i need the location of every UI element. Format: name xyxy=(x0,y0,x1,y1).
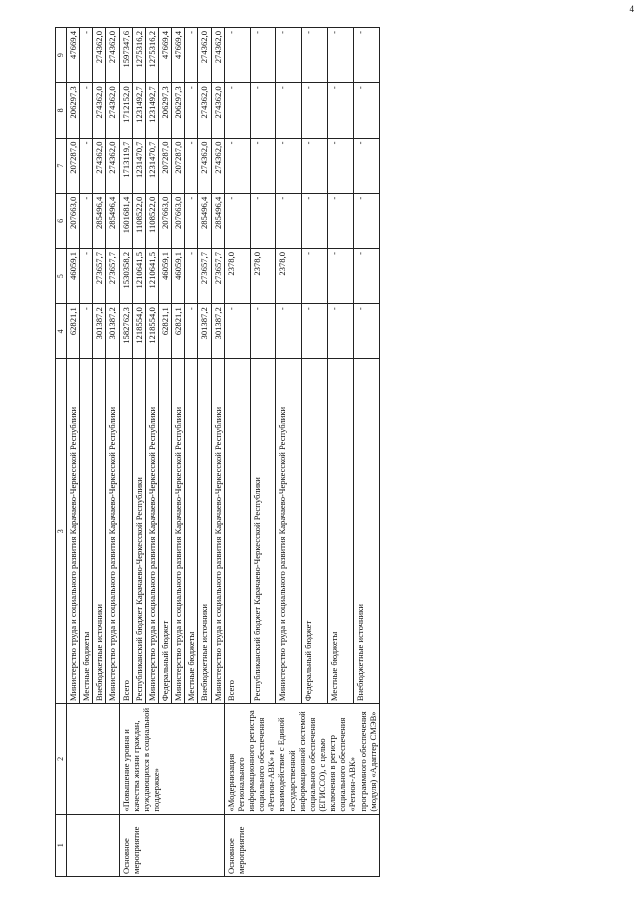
value-cell: 1712152,0 xyxy=(119,83,132,138)
value-cell: 274362,0 xyxy=(93,28,106,83)
value-cell: 62821,1 xyxy=(67,304,80,359)
source-cell: Местные бюджеты xyxy=(80,359,93,704)
value-cell: - xyxy=(302,83,328,138)
value-cell: 46059,1 xyxy=(67,248,80,303)
value-cell: - xyxy=(302,28,328,83)
value-cell: - xyxy=(185,83,198,138)
value-cell: 206297,3 xyxy=(172,83,185,138)
value-cell: - xyxy=(353,28,379,83)
budget-table xyxy=(55,27,380,877)
value-cell: - xyxy=(276,138,302,193)
value-cell: - xyxy=(80,138,93,193)
header-cell: 9 xyxy=(56,28,67,83)
value-cell: - xyxy=(224,83,250,138)
value-cell: 206297,3 xyxy=(158,83,171,138)
value-cell: - xyxy=(250,28,276,83)
source-cell: Федеральный бюджет xyxy=(302,359,328,704)
value-cell: - xyxy=(328,304,354,359)
event-type-cell xyxy=(67,814,120,876)
source-cell: Местные бюджеты xyxy=(185,359,198,704)
source-cell: Республиканский бюджет Карачаево-Черкесской Республики xyxy=(132,359,145,704)
value-cell: - xyxy=(302,193,328,248)
value-cell: 2378,0 xyxy=(250,248,276,303)
value-cell: 274362,0 xyxy=(211,28,224,83)
value-cell: 1108522,0 xyxy=(145,193,158,248)
value-cell: - xyxy=(80,304,93,359)
table-row xyxy=(119,28,132,877)
value-cell: - xyxy=(250,304,276,359)
value-cell: 1210641,5 xyxy=(132,248,145,303)
value-cell: 273657,7 xyxy=(106,248,119,303)
source-cell: Министерство труда и социального развития Карачаево-Черкесской Республики xyxy=(211,359,224,704)
value-cell: 207663,0 xyxy=(172,193,185,248)
value-cell: - xyxy=(353,193,379,248)
value-cell: 274362,0 xyxy=(198,138,211,193)
table-body xyxy=(56,28,380,877)
value-cell: - xyxy=(224,193,250,248)
value-cell: - xyxy=(328,193,354,248)
value-cell: - xyxy=(353,138,379,193)
value-cell: 301387,2 xyxy=(106,304,119,359)
value-cell: 1713119,7 xyxy=(119,138,132,193)
value-cell: 2378,0 xyxy=(224,248,250,303)
event-type-cell: Основное мероприятие xyxy=(119,814,224,876)
value-cell: 1582762,3 xyxy=(119,304,132,359)
value-cell: 274362,0 xyxy=(198,83,211,138)
value-cell: - xyxy=(276,193,302,248)
source-cell: Всего xyxy=(119,359,132,704)
source-cell: Министерство труда и социального развития Карачаево-Черкесской Республики xyxy=(172,359,185,704)
value-cell: - xyxy=(250,193,276,248)
source-cell: Всего xyxy=(224,359,250,704)
event-name-cell: «Повышение уровня и качества жизни граждан, нуждающихся в социальной поддержке» xyxy=(119,704,224,814)
value-cell: 207663,0 xyxy=(67,193,80,248)
event-type-cell: Основное мероприятие xyxy=(224,814,379,876)
value-cell: 47669,4 xyxy=(158,28,171,83)
value-cell: 285496,4 xyxy=(93,193,106,248)
value-cell: - xyxy=(185,193,198,248)
value-cell: 285496,4 xyxy=(211,193,224,248)
value-cell: - xyxy=(276,304,302,359)
value-cell: 1108522,0 xyxy=(132,193,145,248)
value-cell: 274362,0 xyxy=(106,138,119,193)
value-cell: - xyxy=(276,83,302,138)
value-cell: 274362,0 xyxy=(106,83,119,138)
value-cell: 274362,0 xyxy=(211,138,224,193)
value-cell: 206297,3 xyxy=(67,83,80,138)
header-cell: 7 xyxy=(56,138,67,193)
value-cell: - xyxy=(224,138,250,193)
value-cell: 1210641,5 xyxy=(145,248,158,303)
source-cell: Местные бюджеты xyxy=(328,359,354,704)
value-cell: 274362,0 xyxy=(211,83,224,138)
value-cell: - xyxy=(353,304,379,359)
header-cell: 5 xyxy=(56,248,67,303)
value-cell: 301387,2 xyxy=(211,304,224,359)
table-row xyxy=(67,28,80,877)
source-cell: Федеральный бюджет xyxy=(158,359,171,704)
value-cell: 1218554,0 xyxy=(132,304,145,359)
value-cell: - xyxy=(353,83,379,138)
table-row xyxy=(224,28,250,877)
source-cell: Министерство труда и социального развития Карачаево-Черкесской Республики xyxy=(276,359,302,704)
value-cell: - xyxy=(224,28,250,83)
value-cell: 274362,0 xyxy=(93,138,106,193)
event-name-cell: «Модернизация Регионального информационного регистра социального обеспечения «Регион-АВК» и взаимодействие с Единой государственной информационной системой социального обеспечения (ЕГИССО), с целью включения в регистр социального обеспечения «Регион-АВК» программного обеспечения (модуля) «Адаптер СМЭВ» xyxy=(224,704,379,814)
value-cell: 207663,0 xyxy=(158,193,171,248)
value-cell: 1275316,2 xyxy=(145,28,158,83)
value-cell: 1601681,4 xyxy=(119,193,132,248)
header-cell: 8 xyxy=(56,83,67,138)
value-cell: - xyxy=(80,248,93,303)
event-name-cell xyxy=(67,704,120,814)
value-cell: 46059,1 xyxy=(172,248,185,303)
value-cell: 1218554,0 xyxy=(145,304,158,359)
value-cell: - xyxy=(328,28,354,83)
source-cell: Министерство труда и социального развития Карачаево-Черкесской Республики xyxy=(106,359,119,704)
source-cell: Внебюджетные источники xyxy=(198,359,211,704)
value-cell: - xyxy=(276,28,302,83)
value-cell: 46059,1 xyxy=(158,248,171,303)
value-cell: 1275316,2 xyxy=(132,28,145,83)
value-cell: 274362,0 xyxy=(106,28,119,83)
value-cell: 2378,0 xyxy=(276,248,302,303)
value-cell: 1597347,6 xyxy=(119,28,132,83)
value-cell: 273657,7 xyxy=(198,248,211,303)
value-cell: 47669,4 xyxy=(172,28,185,83)
value-cell: 1231470,7 xyxy=(132,138,145,193)
value-cell: 62821,1 xyxy=(172,304,185,359)
value-cell: 274362,0 xyxy=(93,83,106,138)
source-cell: Министерство труда и социального развития Карачаево-Черкесской Республики xyxy=(145,359,158,704)
value-cell: - xyxy=(185,138,198,193)
source-cell: Внебюджетные источники xyxy=(93,359,106,704)
value-cell: 62821,1 xyxy=(158,304,171,359)
value-cell: - xyxy=(185,248,198,303)
source-cell: Республиканский бюджет Карачаево-Черкесской Республики xyxy=(250,359,276,704)
value-cell: - xyxy=(250,138,276,193)
value-cell: 273657,7 xyxy=(211,248,224,303)
value-cell: 1231492,7 xyxy=(132,83,145,138)
page-number: 4 xyxy=(629,4,634,14)
value-cell: - xyxy=(250,83,276,138)
header-cell: 4 xyxy=(56,304,67,359)
value-cell: 285496,4 xyxy=(198,193,211,248)
value-cell: - xyxy=(328,138,354,193)
value-cell: - xyxy=(302,304,328,359)
value-cell: 47669,4 xyxy=(67,28,80,83)
header-cell: 1 xyxy=(56,814,67,876)
source-cell: Внебюджетные источники xyxy=(353,359,379,704)
value-cell: - xyxy=(302,248,328,303)
value-cell: - xyxy=(353,248,379,303)
value-cell: - xyxy=(80,83,93,138)
value-cell: 1231470,7 xyxy=(145,138,158,193)
header-cell: 3 xyxy=(56,359,67,704)
header-cell: 2 xyxy=(56,704,67,814)
source-cell: Министерство труда и социального развития Карачаево-Черкесской Республики xyxy=(67,359,80,704)
value-cell: 301387,2 xyxy=(93,304,106,359)
value-cell: 1530358,2 xyxy=(119,248,132,303)
value-cell: - xyxy=(80,193,93,248)
value-cell: - xyxy=(224,304,250,359)
value-cell: - xyxy=(328,248,354,303)
value-cell: 207287,0 xyxy=(67,138,80,193)
header-cell: 6 xyxy=(56,193,67,248)
value-cell: 301387,2 xyxy=(198,304,211,359)
value-cell: - xyxy=(185,304,198,359)
header-row xyxy=(56,28,67,877)
value-cell: 207287,0 xyxy=(172,138,185,193)
value-cell: 207287,0 xyxy=(158,138,171,193)
value-cell: - xyxy=(328,83,354,138)
value-cell: 1231492,7 xyxy=(145,83,158,138)
value-cell: - xyxy=(185,28,198,83)
value-cell: 274362,0 xyxy=(198,28,211,83)
value-cell: 285496,4 xyxy=(106,193,119,248)
value-cell: 273657,7 xyxy=(93,248,106,303)
value-cell: - xyxy=(80,28,93,83)
value-cell: - xyxy=(302,138,328,193)
